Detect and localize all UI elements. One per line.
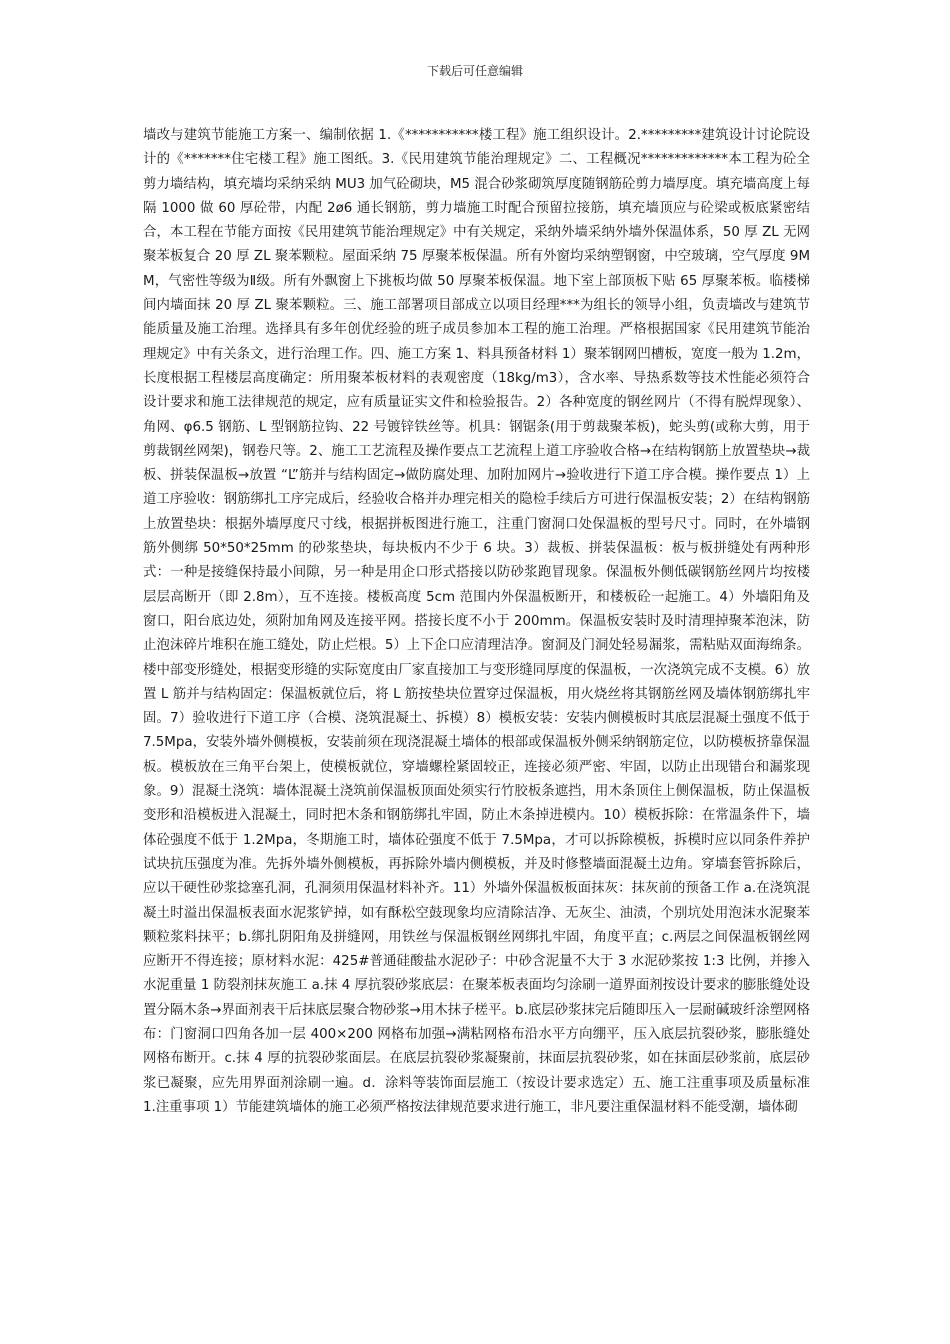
page-header: 下载后可任意编辑: [426, 64, 523, 78]
body-paragraph: 墙改与建筑节能施工方案一、编制依据 1.《***********楼工程》施工组织设计。2.*********建筑设计讨论院设计的《*******住宅楼工程》施工图纸。3.《民用建筑节能治理规定》二、工程概况*************本工程为砼全剪力墙结构，填充墙均采纳采纳 MU3 加气砼砌块，M5 混合砂浆砌筑厚度随钢筋砼剪力墙厚度。填充墙高度上每隔 1000 做 60 厚砼带，内配 2ø6 通长钢筋，剪力墙施工时配合预留拉接筋，填充墙顶应与砼梁或板底紧密结合，本工程在节能方面按《民用建筑节能治理规定》中有关规定，采纳外墙采纳外墙外保温体系，50 厚 ZL 无网聚苯板复合 20 厚 ZL 聚苯颗粒。屋面采纳 75 厚聚苯板保温。所有外窗均采纳塑钢窗，中空玻璃，空气厚度 9MM，气密性等级为Ⅱ级。所有外飘窗上下挑板均做 50 厚聚苯板保温。地下室上部顶板下贴 65 厚聚苯板。临楼梯间内墙面抹 20 厚 ZL 聚苯颗粒。三、施工部署项目部成立以项目经理***为组长的领导小组，负责墙改与建筑节能质量及施工治理。选择具有多年创优经验的班子成员参加本工程的施工治理。严格根据国家《民用建筑节能治理规定》中有关条文，进行治理工作。四、施工方案 1、料具预备材料 1）聚苯钢网凹槽板，宽度一般为 1.2m，长度根据工程楼层高度确定：所用聚苯板材料的表观密度（18kg/m3），含水率、导热系数等技术性能必须符合设计要求和施工法律规范的规定，应有质量证实文件和检验报告。2）各种宽度的钢丝网片（不得有脱焊现象）、角网、φ6.5 钢筋、L 型钢筋拉钩、22 号镀锌铁丝等。机具：钢锯条(用于剪裁聚苯板)，蛇头剪(或称大剪，用于剪裁钢丝网架)，钢卷尺等。2、施工工艺流程及操作要点工艺流程上道工序验收合格→在结构钢筋上放置垫块→裁板、拼装保温板→放置 “L”筋并与结构固定→做防腐处理、加附加网片→验收进行下道工序合模。操作要点 1）上道工序验收：钢筋绑扎工序完成后，经验收合格并办理完相关的隐检手续后方可进行保温板安装；2）在结构钢筋上放置垫块：根据外墙厚度尺寸线，根据拼板图进行施工，注重门窗洞口处保温板的型号尺寸。同时，在外墙钢筋外侧绑 50*50*25mm 的砂浆垫块，每块板内不少于 6 块。3）裁板、拼装保温板：板与板拼缝处有两种形式：一种是接缝保持最小间隙，另一种是用企口形式搭接以防砂浆跑冒现象。保温板外侧低碳钢筋丝网片均按楼层层高断开（即 2.8m），互不连接。楼板高度 5cm 范围内外保温板断开，和楼板砼一起施工。4）外墙阳角及窗口，阳台底边处，须附加角网及连接平网。搭接长度不小于 200mm。保温板安装时及时清理掉聚苯泡沫，防止泡沫碎片堆积在施工缝处，防止烂根。5）上下企口应清理洁净。窗洞及门洞处轻易漏浆，需粘贴双面海绵条。楼中部变形缝处，根据变形缝的实际宽度由厂家直接加工与变形缝同厚度的保温板，一次浇筑完成不支模。6）放置 L 筋并与结构固定：保温板就位后，将 L 筋按垫块位置穿过保温板，用火烧丝将其钢筋丝网及墙体钢筋绑扎牢固。7）验收进行下道工序（合模、浇筑混凝土、拆模）8）模板安装：安装内侧模板时其底层混凝土强度不低于 7.5Mpa，安装外墙外侧模板，安装前须在现浇混凝土墙体的根部或保温板外侧采纳钢筋定位，以防模板挤靠保温板。模板放在三角平台架上，使模板就位，穿墙螺栓紧固较正，连接必须严密、牢固，以防止出现错台和漏浆现象。9）混凝土浇筑：墙体混凝土浇筑前保温板顶面处须实行竹胶板条遮挡，用木条顶住上侧保温板，防止保温板变形和沿模板进入混凝土，同时把木条和钢筋绑扎牢固，防止木条掉进模内。10）模板拆除：在常温条件下，墙体砼强度不低于 1.2Mpa，冬期施工时，墙体砼强度不低于 7.5Mpa，才可以拆除模板，拆模时应以同条件养护试块抗压强度为准。先拆外墙外侧模板，再拆除外墙内侧模板，并及时修整墙面混凝土边角。穿墙套管拆除后，应以干硬性砂浆捻塞孔洞，孔洞须用保温材料补齐。11）外墙外保温板板面抹灰：抹灰前的预备工作 a.在浇筑混凝土时溢出保温板表面水泥浆铲掉，如有酥松空鼓现象均应清除洁净、无灰尘、油渍，个别坑处用泡沫水泥聚苯颗粒浆料抹平；b.绑扎阴阳角及拼缝网，用铁丝与保温板钢丝网绑扎牢固，角度平直；c.两层之间保温板钢丝网应断开不得连接；原材料水泥：425#普通硅酸盐水泥砂子：中砂含泥量不大于 3 水泥砂浆按 1:3 比例，并掺入水泥重量 1 防裂剂抹灰施工 a.抹 4 厚抗裂砂浆底层：在聚苯板表面均匀涂刷一道界面剂按设计要求的膨胀缝处设置分隔木条→界面剂表干后抹底层聚合物砂浆→用木抹子槎平。b.底层砂浆抹完后随即压入一层耐碱玻纤涂塑网格布：门窗洞口四角各加一层 400×200 网格布加强→满粘网格布沿水平方向绷平，压入底层抗裂砂浆，膨胀缝处网格布断开。c.抹 4 厚的抗裂砂浆面层。在底层抗裂砂浆凝聚前，抹面层抗裂砂浆，如在抹面层砂浆前，底层砂浆已凝聚，应先用界面剂涂刷一遍。d．涂料等装饰面层施工（按设计要求选定）五、施工注重事项及质量标准 1.注重事项 1）节能建筑墙体的施工必须严格按法律规范要求进行施工，非凡要注重保温材料不能受潮，墙体砌: [143, 128, 810, 1115]
